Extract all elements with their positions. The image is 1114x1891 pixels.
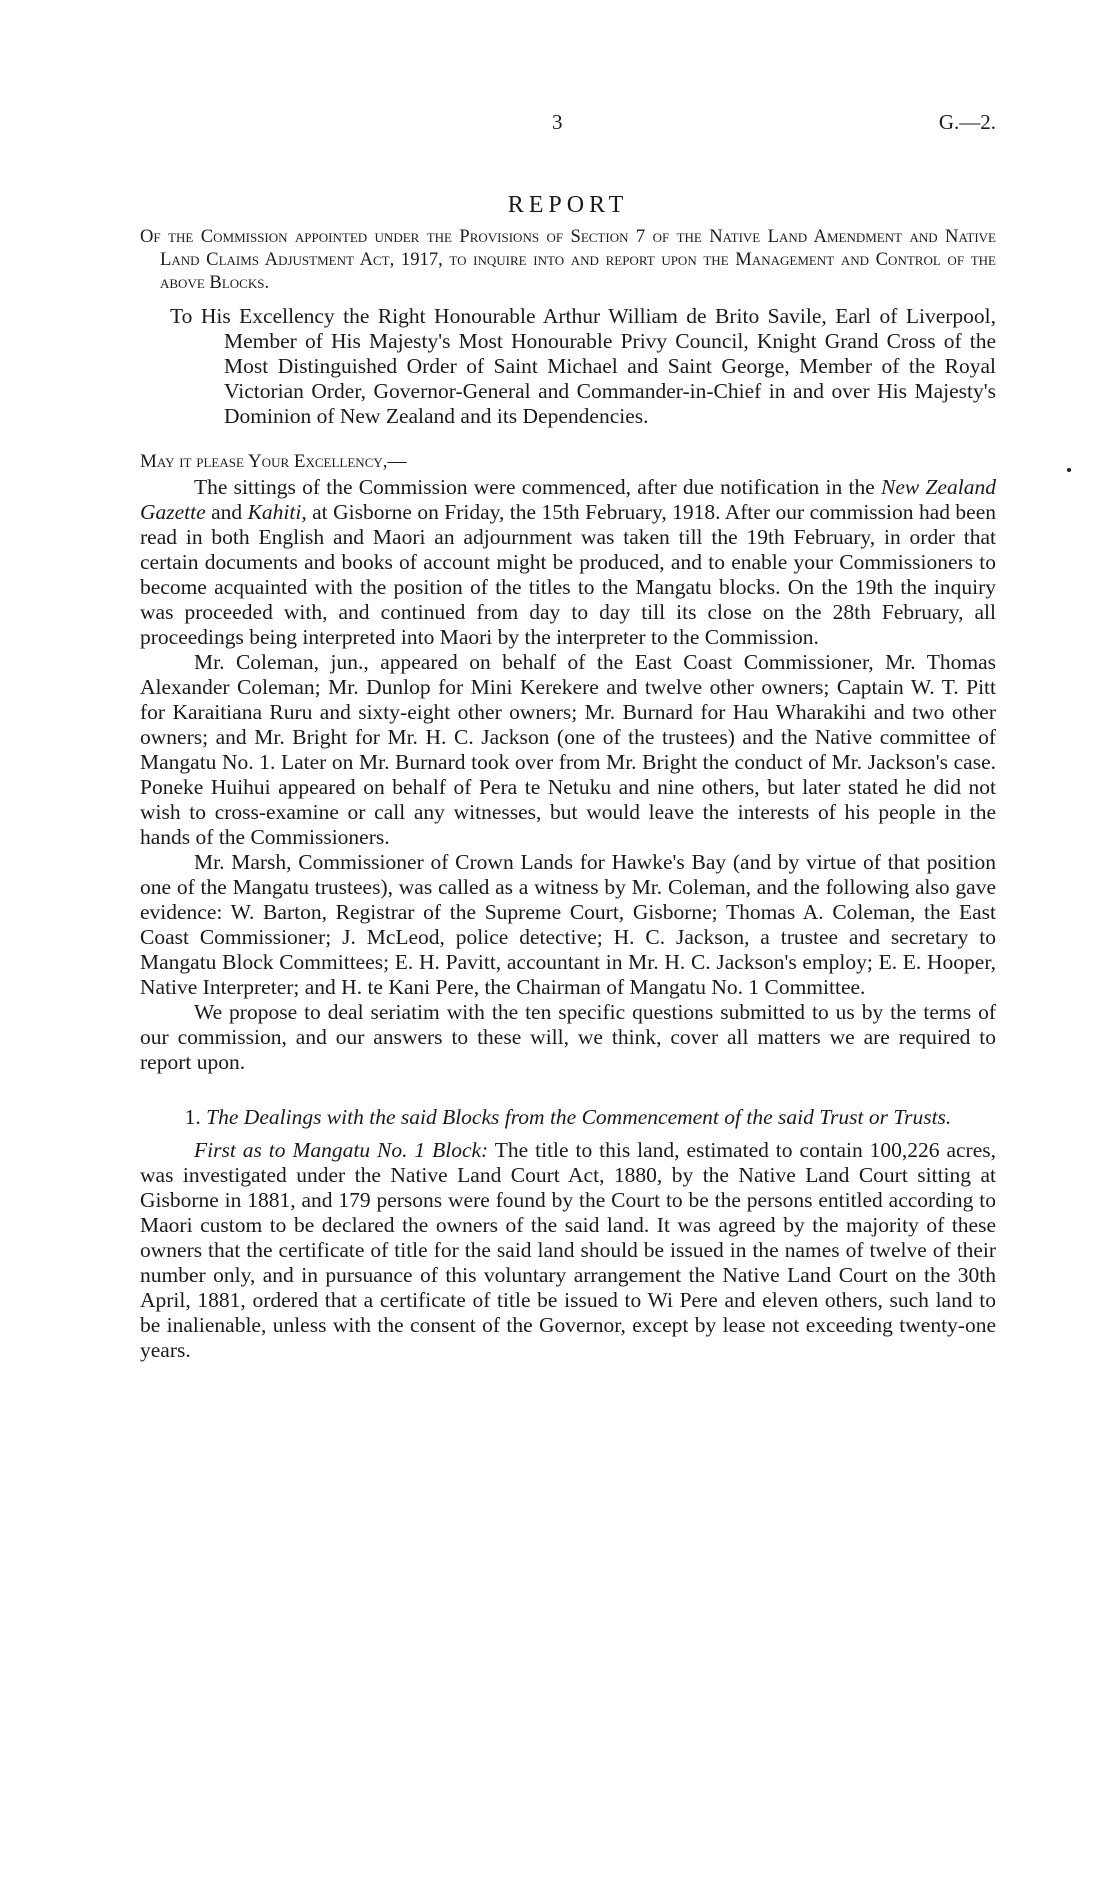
paragraph-sittings <box>140 475 996 650</box>
gazette-title: New Zealand Gazette <box>140 475 996 524</box>
commission-description: Of the Commission appointed under the Provisions of Section 7 of the Native Land Amendment and Native Land Claims Adjustment Act, 1917, to inquire into and report upon the Management and Control of the above Blocks. <box>140 226 996 293</box>
kahiti-title: Kahiti <box>247 500 302 524</box>
paragraph-text: The title to this land, estimated to contain 100,226 acres, was investigated under the Native Land Court Act, 1880, by the Native Land Court sitting at Gisborne in 1881, and 179 persons were found by the Court to be the persons entitled according to Maori custom to be declared the owners of the said land. It was agreed by the majority of these owners that the certificate of title for the said land should be issued in the names of twelve of their number only, and in pursuance of this voluntary arrangement the Native Land Court on the 30th April, 1881, ordered that a certificate of title be issued to Wi Pere and eleven others, such land to be inalienable, unless with the consent of the Governor, except by lease not exceeding twenty-one years. <box>140 1138 997 1362</box>
paragraph-lead: First as to Mangatu No. 1 Block: <box>194 1138 489 1162</box>
document-page <box>140 110 996 1363</box>
section-number: 1. <box>184 1105 207 1129</box>
paragraph-text: and <box>205 500 248 524</box>
page-header <box>140 110 996 150</box>
report-title: REPORT <box>507 192 629 218</box>
stray-mark <box>1067 468 1071 472</box>
section-heading-1 <box>140 1105 996 1130</box>
address-to-governor: To His Excellency the Right Honourable Arthur William de Brito Savile, Earl of Liverpool, Member of His Majesty's Most Honourable Privy Council, Knight Grand Cross of the Most Distinguished Order of Saint Michael and Saint George, Member of the Royal Victorian Order, Governor-General and Commander-in-Chief in and over His Majesty's Dominion of New Zealand and its Dependencies. <box>170 304 996 428</box>
paragraph-proposal: We propose to deal seriatim with the ten specific questions submitted to us by the terms of our commission, and our answers to these will, we think, cover all matters we are required to report upon. <box>140 1000 996 1074</box>
document-reference: G.—2. <box>938 110 996 134</box>
paragraph-text: , at Gisborne on Friday, the 15th February, 1918. After our commission had been read in both English and Maori an adjournment was taken till the 19th February, in order that certain documents and books of account might be produced, and to enable your Commissioners to become acquainted with the position of the titles to the Mangatu blocks. On the 19th the inquiry was proceeded with, and continued from day to day till its close on the 28th February, all proceedings being interpreted into Maori by the interpreter to the Commission. <box>140 500 996 649</box>
paragraph-text: The sittings of the Commission were commenced, after due notification in the <box>194 475 882 499</box>
section-title: The Dealings with the said Blocks from the Commencement of the said Trust or Trusts. <box>206 1105 952 1129</box>
paragraph-appearances: Mr. Coleman, jun., appeared on behalf of the East Coast Commissioner, Mr. Thomas Alexander Coleman; Mr. Dunlop for Mini Kerekere and twelve other owners; Captain W. T. Pitt for Karaitiana Ruru and sixty-eight other owners; Mr. Burnard for Hau Wharakihi and two other owners; and Mr. Bright for Mr. H. C. Jackson (one of the trustees) and the Native committee of Mangatu No. 1. Later on Mr. Burnard took over from Mr. Bright the conduct of Mr. Jackson's case. Poneke Huihui appeared on behalf of Pera te Netuku and nine others, but later stated he did not wish to cross-examine or call any witnesses, but would leave the interests of his people in the hands of the Commissioners. <box>140 650 996 849</box>
salutation: May it please Your Excellency,— <box>140 451 407 472</box>
page-number: 3 <box>552 110 563 134</box>
paragraph-witnesses: Mr. Marsh, Commissioner of Crown Lands for Hawke's Bay (and by virtue of that position one of the Mangatu trustees), was called as a witness by Mr. Coleman, and the following also gave evidence: W. Barton, Registrar of the Supreme Court, Gisborne; Thomas A. Coleman, the East Coast Commissioner; J. McLeod, police detective; H. C. Jackson, a trustee and secretary to Mangatu Block Committees; E. H. Pavitt, accountant in Mr. H. C. Jackson's employ; E. E. Hooper, Native Interpreter; and H. te Kani Pere, the Chairman of Mangatu No. 1 Committee. <box>140 850 996 999</box>
paragraph-mangatu-no1 <box>140 1138 996 1363</box>
